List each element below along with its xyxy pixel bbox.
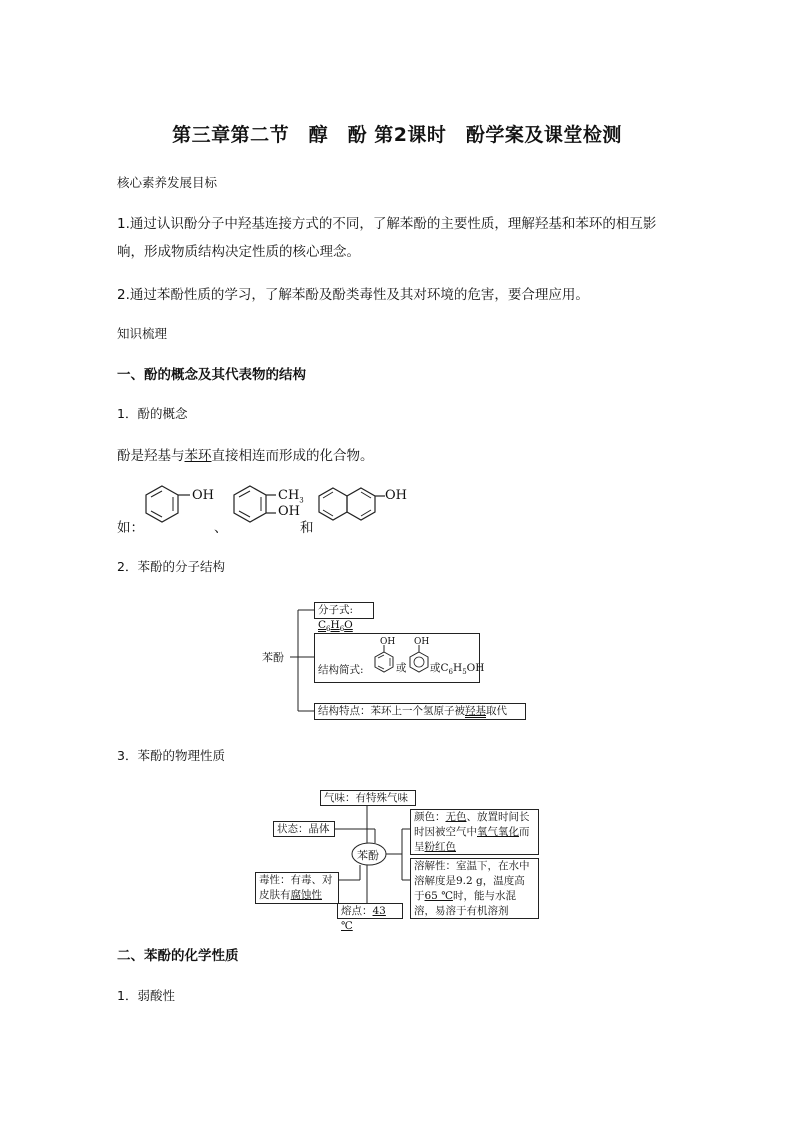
feature-underline: 羟基 bbox=[465, 705, 486, 717]
item-3: 3．苯酚的物理性质 bbox=[117, 748, 225, 763]
melt-pre: 熔点： bbox=[341, 905, 373, 917]
formula-o: O bbox=[344, 619, 353, 631]
toxic-u: 腐蚀性 bbox=[290, 889, 322, 901]
formula-h-sub: 6 bbox=[339, 625, 345, 634]
melt-box bbox=[337, 903, 403, 932]
heading-2: 二、苯酚的化学性质 bbox=[117, 948, 239, 964]
or-1: 或 bbox=[396, 662, 407, 674]
oh-label-1: OH bbox=[192, 488, 214, 503]
color-box bbox=[410, 809, 539, 855]
example-prefix: 如： bbox=[117, 520, 144, 536]
or-2: 或C bbox=[430, 662, 449, 674]
color-mid: 、放置时间长时因被空气中 bbox=[414, 811, 530, 838]
color-u3: 粉红色 bbox=[424, 841, 456, 853]
oh-small-2: OH bbox=[414, 637, 430, 647]
feature-pre: 结构特点：苯环上一个氢原子被 bbox=[318, 705, 465, 717]
h5: H bbox=[453, 662, 463, 674]
formula-label: 分子式: bbox=[318, 604, 354, 616]
color-mid2: 而呈 bbox=[414, 826, 530, 853]
goal-line-1: 1.通过认识酚分子中羟基连接方式的不同，了解苯酚的主要性质，理解羟基和苯环的相互影 bbox=[117, 216, 657, 232]
solub-pre: 溶解性：室温下，在水中溶解度是9.2 g，温度高于 bbox=[414, 860, 530, 902]
simple-formula-label: 结构简式: bbox=[318, 664, 364, 676]
h5-sub: 5 bbox=[462, 668, 467, 677]
solub-u: 65 ℃ bbox=[424, 890, 453, 902]
item-2: 2．苯酚的分子结构 bbox=[117, 559, 225, 574]
toxic-pre: 毒性：有毒、对皮肤有 bbox=[259, 874, 333, 901]
ch3-text: CH bbox=[278, 488, 300, 503]
page-title: 第三章第二节 醇 酚 第2课时 酚学案及课堂检测 bbox=[172, 124, 622, 146]
feature-post: 取代 bbox=[486, 705, 507, 717]
solub-post: 时，能与水混溶，易溶于有机溶剂 bbox=[414, 890, 516, 917]
example-and: 和 bbox=[300, 520, 314, 536]
formula-c: C bbox=[318, 619, 327, 631]
melt-u: 43 ℃ bbox=[341, 905, 386, 932]
example-sep: 、 bbox=[214, 520, 228, 536]
goal-line-3: 2.通过苯酚性质的学习，了解苯酚及酚类毒性及其对环境的危害，要合理应用。 bbox=[117, 287, 589, 303]
def-underline: 苯环 bbox=[184, 448, 212, 464]
oh-small-1: OH bbox=[380, 637, 396, 647]
oh-tail: OH bbox=[466, 662, 485, 674]
toxic-box bbox=[255, 872, 339, 904]
section-core-goals: 核心素养发展目标 bbox=[117, 175, 218, 190]
formula-c-sub: 6 bbox=[326, 625, 331, 634]
structure-root: 苯酚 bbox=[262, 651, 284, 664]
color-pre: 颜色： bbox=[414, 811, 446, 823]
oh-label-2: OH bbox=[278, 504, 300, 519]
def-pre: 酚是羟基与 bbox=[117, 448, 185, 464]
heading-1: 一、酚的概念及其代表物的结构 bbox=[117, 367, 306, 383]
formula-h: H bbox=[330, 619, 340, 631]
color-u1: 无色 bbox=[445, 811, 467, 823]
c6-sub: 6 bbox=[448, 668, 454, 677]
state-box: 状态：晶体 bbox=[273, 821, 335, 837]
color-u2: 氧气氧化 bbox=[477, 826, 519, 838]
oh-label-3: OH bbox=[385, 488, 407, 503]
phys-center: 苯酚 bbox=[357, 849, 379, 862]
def-post: 直接相连而形成的化合物。 bbox=[211, 448, 374, 464]
item-4: 1．弱酸性 bbox=[117, 988, 175, 1003]
goal-line-2: 响，形成物质结构决定性质的核心理念。 bbox=[117, 244, 360, 260]
item-1: 1．酚的概念 bbox=[117, 406, 188, 421]
section-knowledge: 知识梳理 bbox=[117, 326, 168, 341]
smell-box: 气味：有特殊气味 bbox=[320, 790, 416, 806]
ch3-sub: 3 bbox=[299, 496, 304, 505]
solubility-box bbox=[410, 858, 539, 919]
